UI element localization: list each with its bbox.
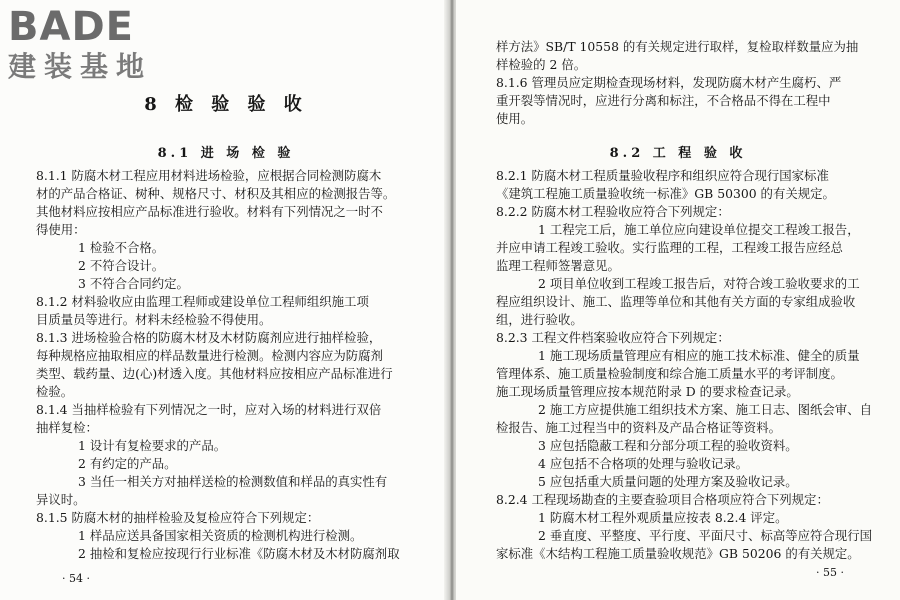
page-number-right: · 55 ·: [816, 566, 844, 579]
text-line: 8.1.4 当抽样检验有下列情况之一时，应对入场的材料进行双倍: [36, 402, 382, 417]
list-item: 1 防腐木材工程外观质量应按表 8.2.4 评定。: [538, 510, 788, 525]
text-line: 使用。: [496, 111, 534, 126]
section-title-8-1: 8.1 进 场 检 验: [157, 146, 295, 161]
text-line: 家标准《木结构工程施工质量验收规范》GB 50206 的有关规定。: [496, 546, 860, 561]
text-line: 8.1.2 材料验收应由监理工程师或建设单位工程师组织施工项: [36, 294, 369, 309]
text-line: 抽样复检：: [36, 420, 98, 435]
text-line: 施工现场质量管理应按本规范附录 D 的要求检查记录。: [496, 384, 799, 399]
list-item: 3 应包括隐蔽工程和分部分项工程的验收资料。: [538, 438, 798, 453]
text-line: 8.1.5 防腐木材的抽样检验及复检应符合下列规定：: [36, 510, 320, 525]
text-line: 样方法》SB/T 10558 的有关规定进行取样，复检取样数量应为抽: [496, 39, 859, 54]
logo-chinese-name: 建装基地: [8, 50, 153, 83]
bade-logo: [8, 6, 176, 90]
list-item: 3 当任一相关方对抽样送检的检测数值和样品的真实性有: [78, 474, 388, 489]
text-line: 《建筑工程施工质量验收统一标准》GB 50300 的有关规定。: [496, 186, 835, 201]
text-line: 8.2.1 防腐木材工程质量验收程序和组织应符合现行国家标准: [496, 168, 829, 183]
text-line: 检报告、施工过程当中的资料及产品合格证等资料。: [496, 420, 781, 435]
text-line: 并应申请工程竣工验收。实行监理的工程，工程竣工报告应经总: [496, 240, 843, 255]
text-line: 样检验的 2 倍。: [496, 57, 587, 72]
list-item: 2 项目单位收到工程竣工报告后，对符合竣工验收要求的工: [538, 276, 860, 291]
list-item: 1 施工现场质量管理应有相应的施工技术标准、健全的质量: [538, 348, 860, 363]
text-line: 每种规格应抽取相应的样品数量进行检测。检测内容应为防腐剂: [36, 348, 383, 363]
list-item: 1 设计有复检要求的产品。: [78, 438, 227, 453]
list-item: 2 不符合设计。: [78, 258, 165, 273]
text-line: 监理工程师签署意见。: [496, 258, 620, 273]
text-line: 8.2.3 工程文件档案验收应符合下列规定：: [496, 330, 730, 345]
text-line: 8.2.2 防腐木材工程验收应符合下列规定：: [496, 204, 730, 219]
list-item: 2 抽检和复检应按现行行业标准《防腐木材及木材防腐剂取: [78, 546, 400, 561]
section-title-8-2: 8.2 工 程 验 收: [609, 146, 747, 161]
text-line: 8.1.6 管理员应定期检查现场材料，发现防腐木材产生腐朽、严: [496, 75, 842, 90]
list-item: 1 工程完工后，施工单位应向建设单位提交工程竣工报告，: [538, 222, 860, 237]
text-line: 8.1.1 防腐木材工程应用材料进场检验，应根据合同检测防腐木: [36, 168, 382, 183]
text-line: 类型、载药量、边(心)材透入度。其他材料应按相应产品标准进行: [36, 366, 393, 381]
text-line: 程应组织设计、施工、监理等单位和其他有关方面的专家组成验收: [496, 294, 856, 309]
text-line: 管理体系、施工质量检验制度和综合施工质量水平的考评制度。: [496, 366, 843, 381]
text-line: 目质量员等进行。材料未经检验不得使用。: [36, 312, 272, 327]
text-line: 8.2.4 工程现场勘查的主要查验项目合格项应符合下列规定：: [496, 492, 829, 507]
page-number-left: · 54 ·: [62, 572, 90, 585]
text-line: 材的产品合格证、树种、规格尺寸、材积及其相应的检测报告等。: [36, 186, 396, 201]
list-item: 2 施工方应提供施工组织技术方案、施工日志、图纸会审、自: [538, 402, 872, 417]
list-item: 1 检验不合格。: [78, 240, 165, 255]
text-line: 重开裂等情况时，应进行分离和标注，不合格品不得在工程中: [496, 93, 831, 108]
text-line: 得使用：: [36, 222, 86, 237]
list-item: 5 应包括重大质量问题的处理方案及验收记录。: [538, 474, 798, 489]
text-line: 检验。: [36, 384, 74, 399]
logo-wordmark: BADE: [8, 4, 134, 50]
chapter-title: 8 检 验 验 收: [144, 94, 308, 115]
list-item: 2 垂直度、平整度、平行度、平面尺寸、标高等应符合现行国: [538, 528, 872, 543]
list-item: 4 应包括不合格项的处理与验收记录。: [538, 456, 749, 471]
list-item: 2 有约定的产品。: [78, 456, 177, 471]
list-item: 3 不符合合同约定。: [78, 276, 189, 291]
right-page: [456, 0, 900, 600]
text-line: 其他材料应按相应产品标准进行验收。材料有下列情况之一时不: [36, 204, 383, 219]
text-line: 异议时。: [36, 492, 86, 507]
text-line: 组，进行验收。: [496, 312, 583, 327]
list-item: 1 样品应送具备国家相关资质的检测机构进行检测。: [78, 528, 363, 543]
text-line: 8.1.3 进场检验合格的防腐木材及木材防腐剂应进行抽样检验，: [36, 330, 382, 345]
